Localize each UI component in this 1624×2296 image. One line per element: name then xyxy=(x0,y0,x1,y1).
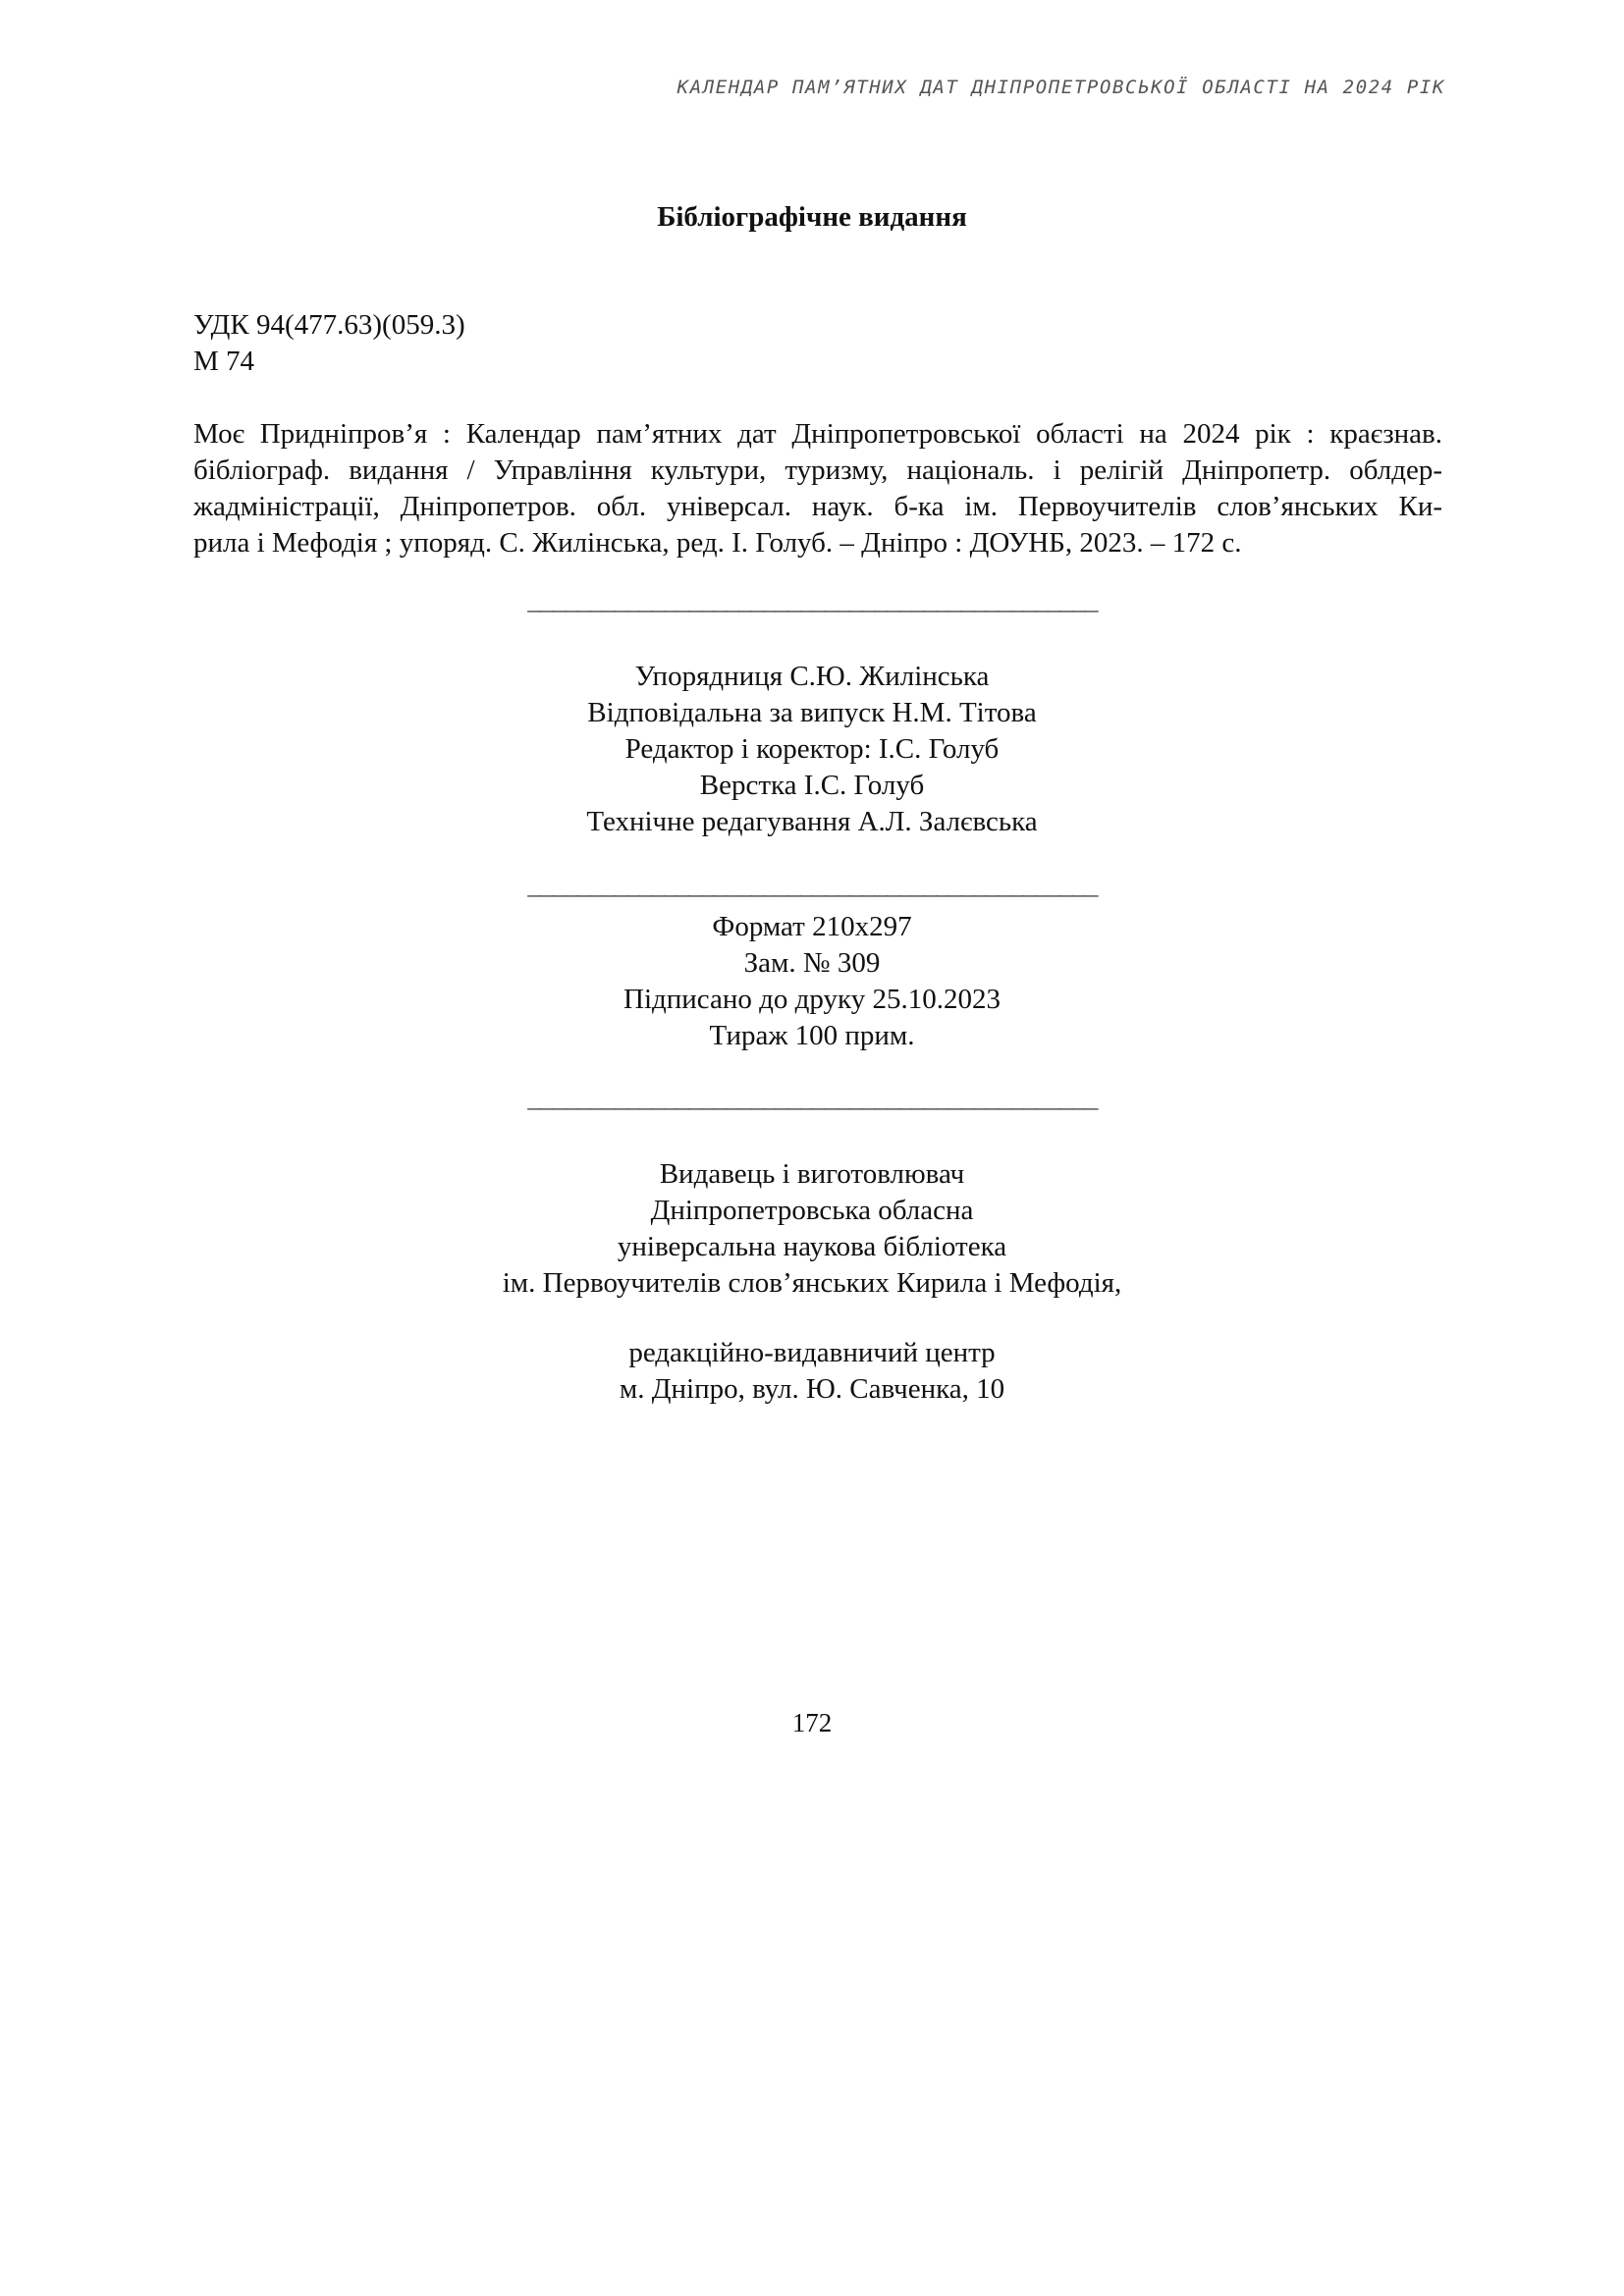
print-detail-line: Формат 210x297 xyxy=(712,911,912,942)
page-number: 172 xyxy=(791,1708,833,1737)
description-line: жадміністрації, Дніпропетров. обл. універсал. наук. б-ка ім. Первоучителів слов’янських Ки- xyxy=(193,491,1442,522)
publisher-line: Дніпропетровська обласна xyxy=(650,1195,974,1226)
address-block xyxy=(0,1335,1624,1408)
print-detail-line: Зам. № 309 xyxy=(743,947,881,979)
description-line: рила і Мефодія ; упоряд. С. Жилінська, ред. І. Голуб. – Дніпро : ДОУНБ, 2023. – 172 с. xyxy=(193,527,1242,559)
description-line: Моє Придніпров’я : Календар пам’ятних дат Дніпропетровської області на 2024 рік : краєзнав. xyxy=(193,418,1442,450)
address-line: редакційно-видавничий центр xyxy=(628,1337,996,1368)
publisher-line: універсальна наукова бібліотека xyxy=(617,1231,1007,1262)
separator-line: ______________________________________________ xyxy=(527,876,1097,902)
udk-code: УДК 94(477.63)(059.3) xyxy=(193,309,465,341)
udk-block xyxy=(193,307,465,380)
separator-line: ______________________________________________ xyxy=(527,591,1097,617)
description-line: бібліограф. видання / Управління культури, туризму, національ. і релігій Дніпропетр. облдер- xyxy=(193,454,1442,486)
staff-line: Редактор і коректор: І.С. Голуб xyxy=(624,733,1000,765)
print-detail-line: Тираж 100 прим. xyxy=(709,1020,915,1051)
bibliographic-description xyxy=(193,416,1442,561)
staff-line: Відповідальна за випуск Н.М. Тітова xyxy=(587,697,1037,728)
print-details-block xyxy=(0,909,1624,1054)
publisher-block xyxy=(0,1156,1624,1302)
publisher-line: Видавець і виготовлювач xyxy=(659,1158,965,1190)
staff-block xyxy=(0,659,1624,840)
separator-line: ______________________________________________ xyxy=(527,1089,1097,1115)
running-header: КАЛЕНДАР ПАМ’ЯТНИХ ДАТ ДНІПРОПЕТРОВСЬКОЇ ОБЛАСТІ НА 2024 РІК xyxy=(677,77,1445,98)
print-detail-line: Підписано до друку 25.10.2023 xyxy=(623,984,1001,1015)
page-title: Бібліографічне видання xyxy=(657,201,967,233)
publisher-line: ім. Первоучителів слов’янських Кирила і Мефодія, xyxy=(502,1267,1122,1299)
staff-line: Упорядниця С.Ю. Жилінська xyxy=(634,661,990,692)
author-mark: М 74 xyxy=(193,346,255,377)
staff-line: Технічне редагування А.Л. Залєвська xyxy=(586,806,1038,837)
address-line: м. Дніпро, вул. Ю. Савченка, 10 xyxy=(619,1373,1005,1405)
staff-line: Верстка І.С. Голуб xyxy=(699,770,925,801)
